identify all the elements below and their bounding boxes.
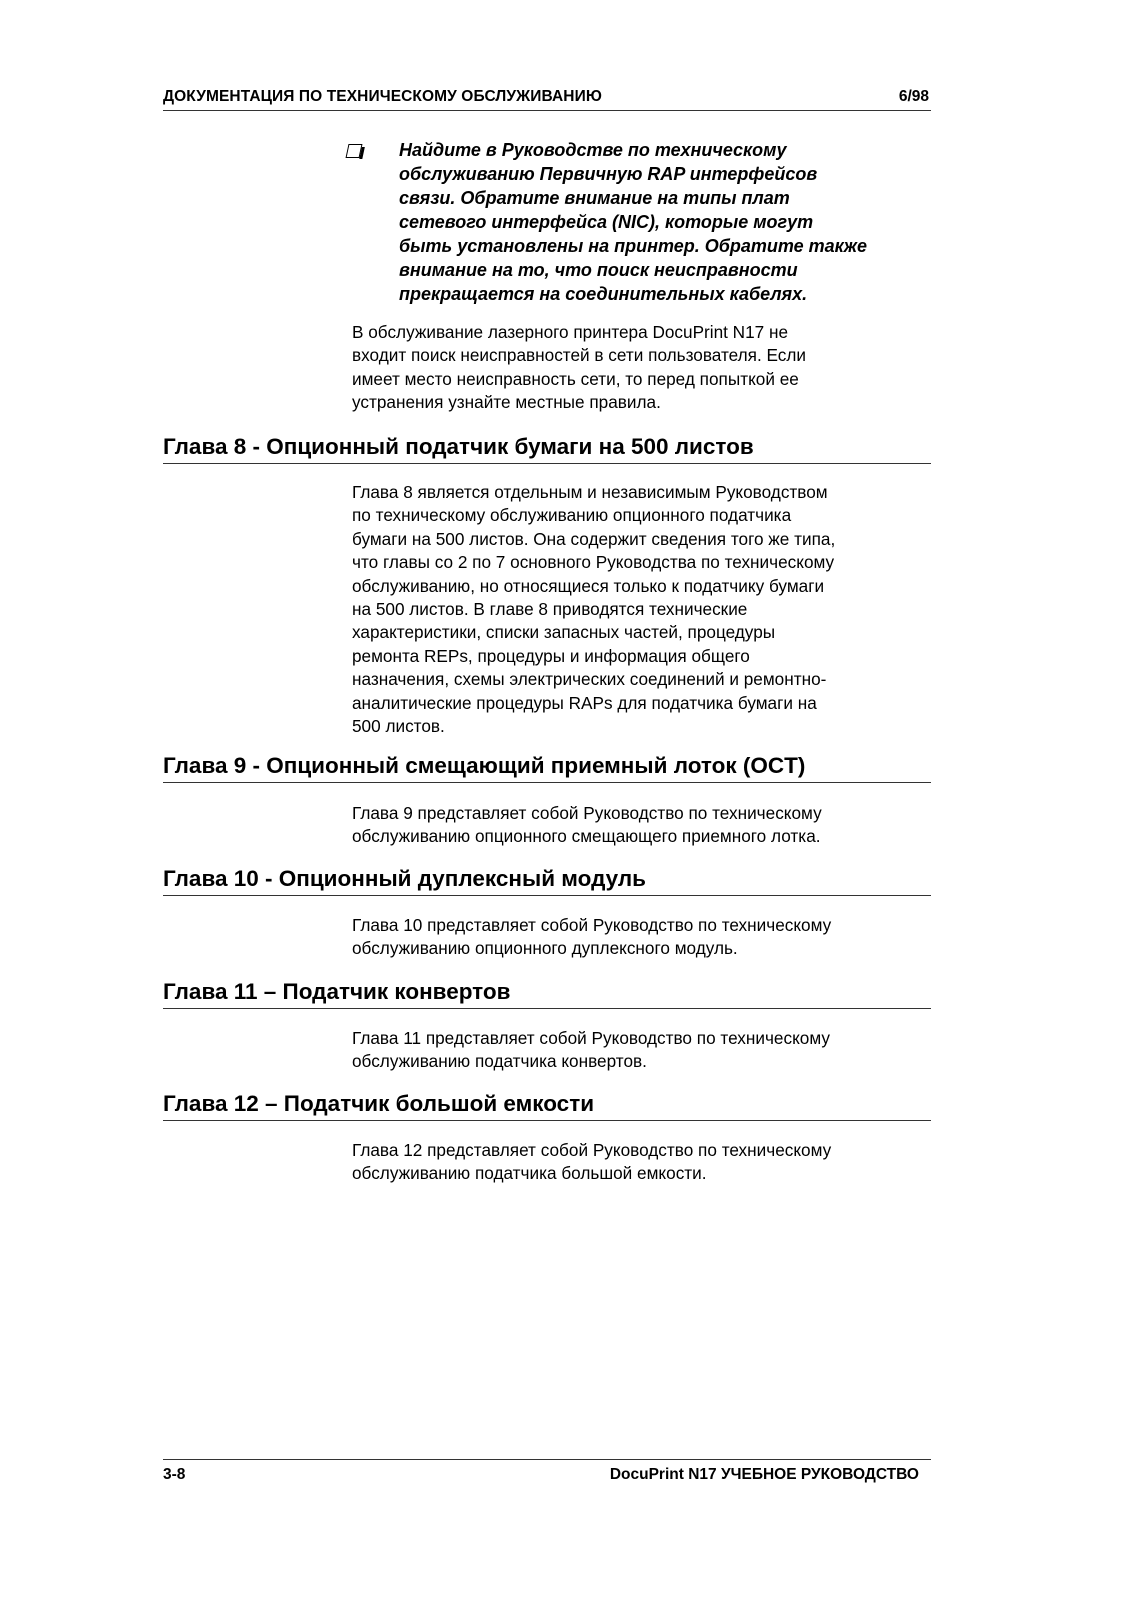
paragraph-line: Глава 12 представляет собой Руководство по техническому [352,1140,832,1160]
page-header [163,88,931,111]
paragraph-line: назначения, схемы электрических соединений и ремонтно- [352,669,827,690]
header-date: 6/98 [898,88,929,105]
section-title-chapter-10: Глава 10 - Опционный дуплексный модуль [163,865,931,896]
paragraph-line: характеристики, списки запасных частей, процедуры [352,622,776,643]
paragraph-line: бумаги на 500 листов. Она содержит сведения того же типа, [352,528,836,549]
paragraph-line: на 500 листов. В главе 8 приводятся технические [352,599,748,620]
manual-title: DocuPrint N17 УЧЕБНОЕ РУКОВОДСТВО [609,1466,919,1483]
paragraph-line: обслуживанию опционного смещающего приемного лотка. [352,826,821,847]
paragraph-line: 500 листов. [352,716,445,737]
paragraph-line: обслуживанию, но относящиеся только к податчику бумаги [352,575,825,596]
note-line: прекращается на соединительных кабелях. [399,284,808,304]
section-title-chapter-9: Глава 9 - Опционный смещающий приемный лоток (OCT) [163,752,931,783]
paragraph-line: что главы со 2 по 7 основного Руководства по техническому [352,552,835,573]
paragraph-line: В обслуживание лазерного принтера DocuPrint N17 не [352,322,789,342]
section-title-chapter-12: Глава 12 – Податчик большой емкости [163,1090,931,1121]
section-title-chapter-11: Глава 11 – Податчик конвертов [163,978,931,1009]
paragraph-line: ремонта REPs, процедуры и информация общего [352,645,750,666]
intro-paragraph [352,321,932,415]
paragraph-line: Глава 11 представляет собой Руководство по техническому [352,1028,830,1048]
section-body-chapter-11 [352,1027,932,1074]
note-line: обслуживанию Первичную RAP интерфейсов [399,164,818,184]
note-line: сетевого интерфейса (NIC), которые могут [399,212,814,232]
note-line: связи. Обратите внимание на типы плат [399,188,790,208]
paragraph-line: Глава 10 представляет собой Руководство по техническому [352,915,832,935]
paragraph-line: по техническому обслуживанию опционного податчика [352,505,792,526]
paragraph-line: обслуживанию опционного дуплексного модуль. [352,938,738,959]
paragraph-line: обслуживанию податчика конвертов. [352,1051,647,1072]
section-body-chapter-12 [352,1139,932,1186]
paragraph-line: устранения узнайте местные правила. [352,392,661,413]
paragraph-line: обслуживанию податчика большой емкости. [352,1163,707,1184]
page-number: 3-8 [163,1466,186,1483]
paragraph-line: Глава 8 является отдельным и независимым Руководством [352,482,828,502]
paragraph-line: аналитические процедуры RAPs для податчика бумаги на [352,692,817,713]
page-footer [163,1459,931,1483]
paragraph-line: Глава 9 представляет собой Руководство по техническому [352,803,822,823]
note-text [399,138,939,306]
note-line: быть установлены на принтер. Обратите также [399,236,868,256]
section-body-chapter-10 [352,914,932,961]
note-checkbox-icon [346,144,363,158]
header-title: ДОКУМЕНТАЦИЯ ПО ТЕХНИЧЕСКОМУ ОБСЛУЖИВАНИЮ [163,88,602,105]
section-body-chapter-9 [352,802,932,849]
section-title-chapter-8: Глава 8 - Опционный податчик бумаги на 500 листов [163,433,931,464]
note-line: Найдите в Руководстве по техническому [399,140,787,160]
note-line: внимание на то, что поиск неисправности [399,260,798,280]
paragraph-line: имеет место неисправность сети, то перед попыткой ее [352,368,799,389]
section-body-chapter-8 [352,481,932,738]
paragraph-line: входит поиск неисправностей в сети пользователя. Если [352,345,807,366]
